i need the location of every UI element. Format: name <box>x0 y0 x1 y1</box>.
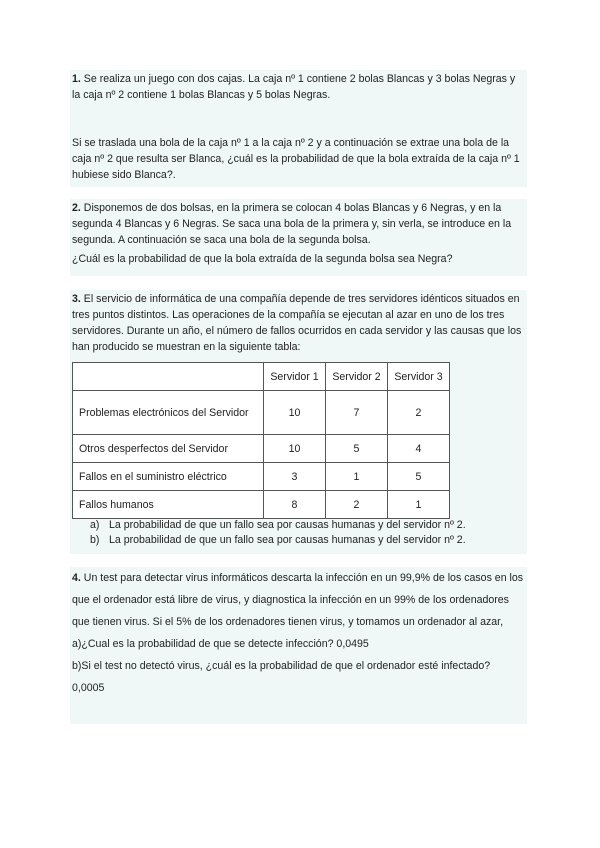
question-2-question: ¿Cuál es la probabilidad de que la bola extraída de la segunda bolsa sea Negra? <box>72 253 453 265</box>
table-cell: 10 <box>264 391 326 435</box>
option-letter: a) <box>90 519 100 531</box>
question-2-number: 2. <box>72 202 81 214</box>
question-2-text: Disponemos de dos bolsas, en la primera se colocan 4 bolas Blancas y 6 Negras, y en la segunda 4 Blancas y 6 Negras. Se saca una bola de la primera y, sin verla, se introduce en la segunda. A continuación se saca una bola de la segunda bolsa. <box>72 202 512 246</box>
table-row <box>73 391 450 435</box>
table-cell: 5 <box>326 435 388 463</box>
table-cell: 4 <box>388 435 450 463</box>
table-cell: 2 <box>326 491 388 519</box>
question-4 <box>70 567 527 724</box>
question-3-text: El servicio de informática de una compañía depende de tres servidores idénticos situados en tres puntos distintos. Las operaciones de la compañía se ejecutan al azar en uno de los tres servidores. Durante un año, el número de fallos ocurridos en cada servidor y las causas que los han producido se muestran en la siguiente tabla: <box>72 293 522 353</box>
row-label: Fallos en el suministro eléctrico <box>73 463 264 491</box>
table-cell: 8 <box>264 491 326 519</box>
table-cell: 7 <box>326 391 388 435</box>
option-a <box>90 518 466 533</box>
question-4-number: 4. <box>72 572 81 584</box>
row-label: Problemas electrónicos del Servidor <box>73 391 264 435</box>
table-cell: 1 <box>388 491 450 519</box>
table-cell: 3 <box>264 463 326 491</box>
question-1-intro: Se realiza un juego con dos cajas. La caja nº 1 contiene 2 bolas Blancas y 3 bolas Negras y la caja nº 2 contiene 1 bolas Blancas y 5 bolas Negras. <box>72 73 516 101</box>
question-3-number: 3. <box>72 293 81 305</box>
question-4-part-b: b)Si el test no detectó virus, ¿cuál es la probabilidad de que el ordenador esté infectado? 0,0005 <box>72 660 491 694</box>
option-letter: b) <box>90 534 100 546</box>
question-2 <box>70 199 527 276</box>
table-cell: 1 <box>326 463 388 491</box>
question-4-part-a: a)¿Cual es la probabilidad de que se detecte infección? 0,0495 <box>72 638 369 650</box>
question-1-number: 1. <box>72 73 81 85</box>
table-cell: 2 <box>388 391 450 435</box>
row-label: Otros desperfectos del Servidor <box>73 435 264 463</box>
table-cell: 5 <box>388 463 450 491</box>
table-header-cell <box>73 363 264 391</box>
question-3-options <box>90 518 466 548</box>
table-header-cell: Servidor 3 <box>388 363 450 391</box>
question-4-text: Un test para detectar virus informáticos descarta la infección en un 99,9% de los casos en los que el ordenador está libre de virus, y diagnostica la infección en un 99% de los ordenadores que tienen virus. Si el 5% de los ordenadores tienen virus, y tomamos un ordenador al azar, <box>72 572 524 628</box>
table-cell: 10 <box>264 435 326 463</box>
table-row <box>73 463 450 491</box>
table-header-row <box>73 363 450 391</box>
option-b <box>90 533 466 548</box>
option-text: La probabilidad de que un fallo sea por causas humanas y del servidor nº 2. <box>109 534 466 546</box>
question-1 <box>70 70 527 187</box>
table-header-cell: Servidor 2 <box>326 363 388 391</box>
option-text: La probabilidad de que un fallo sea por causas humanas y del servidor nº 2. <box>109 519 466 531</box>
row-label: Fallos humanos <box>73 491 264 519</box>
failures-table <box>72 362 450 519</box>
table-row <box>73 491 450 519</box>
table-row <box>73 435 450 463</box>
question-1-question: Si se traslada una bola de la caja nº 1 a la caja nº 2 y a continuación se extrae una bola de la caja nº 2 que resulta ser Blanca, ¿cuál es la probabilidad de que la bola extraída de la caja nº 1 hubiese sido Blanca?. <box>72 137 520 181</box>
table-header-cell: Servidor 1 <box>264 363 326 391</box>
